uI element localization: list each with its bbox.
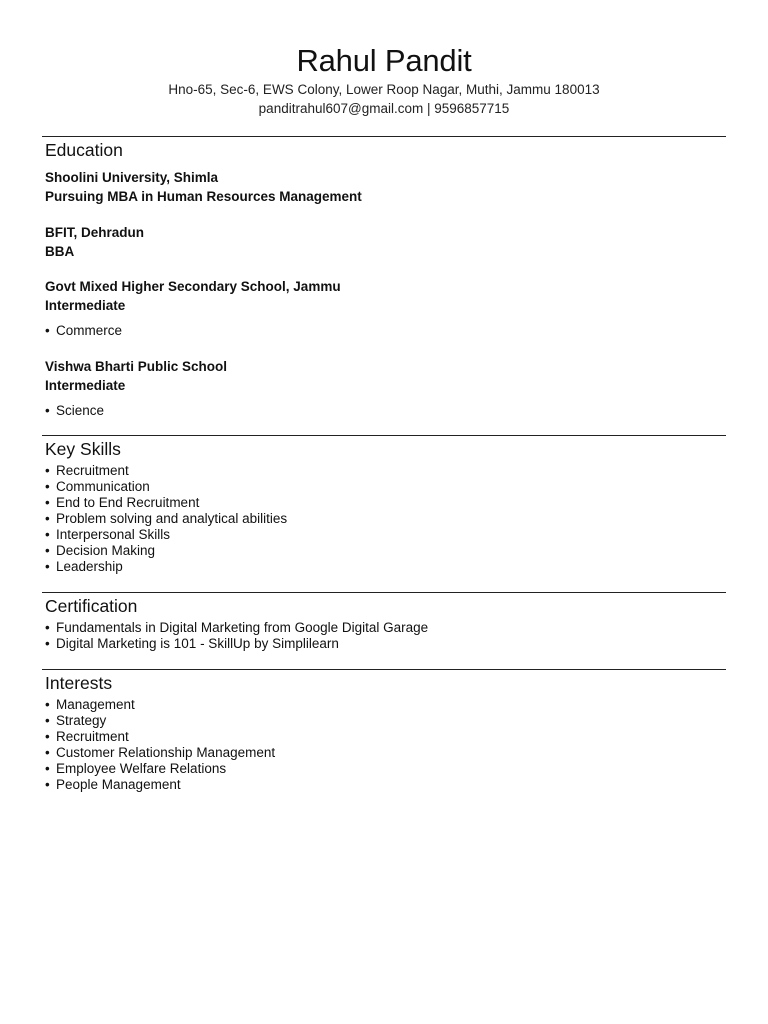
list-item: • Commerce [45,323,123,338]
email-phone: panditrahul607@gmail.com | 9596857715 [258,101,510,116]
address: Hno-65, Sec-6, EWS Colony, Lower Roop Nagar, Muthi, Jammu 180013 [168,82,600,97]
institution: Govt Mixed Higher Secondary School, Jammu [45,279,341,294]
list-item: • Customer Relationship Management [45,745,276,760]
institution: BFIT, Dehradun [45,225,145,240]
interests-list [42,697,726,793]
list-item: • Employee Welfare Relations [45,761,227,776]
list-item: • Decision Making [45,543,156,558]
skills-section [42,435,726,575]
degree: BBA [45,244,75,259]
education-entry [42,277,726,339]
candidate-name: Rahul Pandit [296,43,472,78]
degree: Pursuing MBA in Human Resources Management [45,189,362,204]
section-title-education: Education [45,140,123,160]
education-entry [42,357,726,419]
list-item: • Science [45,403,105,418]
list-item: • Problem solving and analytical abilities [45,511,288,526]
certification-section [42,592,726,652]
list-item: • Interpersonal Skills [45,527,171,542]
list-item: • Recruitment [45,463,129,478]
education-entry [42,223,726,261]
list-item: • Leadership [45,559,123,574]
skills-list [42,463,726,575]
list-item: • Management [45,697,135,712]
resume-header [0,0,768,118]
degree: Intermediate [45,298,126,313]
list-item: • End to End Recruitment [45,495,200,510]
list-item: • People Management [45,777,181,792]
certification-list [42,620,726,652]
interests-section [42,669,726,793]
education-section [42,136,726,419]
list-item: • Communication [45,479,150,494]
education-entry [42,168,726,206]
institution: Shoolini University, Shimla [45,170,219,185]
list-item: • Recruitment [45,729,129,744]
section-title-skills: Key Skills [45,439,121,459]
institution: Vishwa Bharti Public School [45,359,228,374]
list-item: • Fundamentals in Digital Marketing from Google Digital Garage [45,620,429,635]
section-title-interests: Interests [45,673,113,693]
list-item: • Digital Marketing is 101 - SkillUp by Simplilearn [45,636,339,651]
degree: Intermediate [45,378,126,393]
section-title-certification: Certification [45,596,138,616]
list-item: • Strategy [45,713,107,728]
